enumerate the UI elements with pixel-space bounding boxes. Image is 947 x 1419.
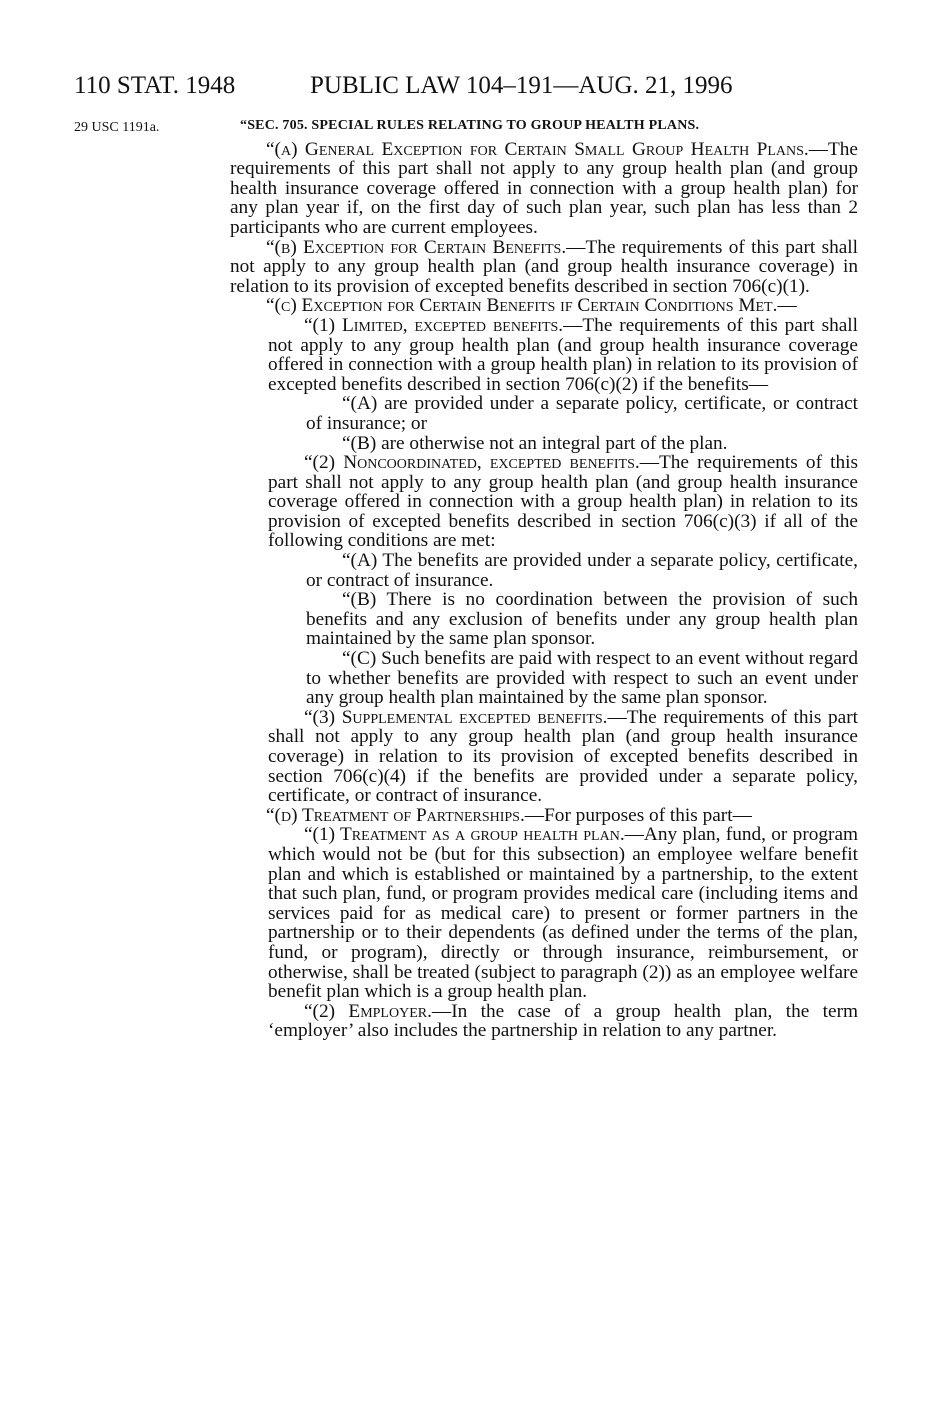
paragraph-c2-text: —The requirements of this part shall not apply to any group health plan (and group health insurance coverage offered in connection with a group health plan) in relation to its provision of excepted benefits described in section 706(c)(3) if all of the following conditions are met: — [268, 452, 858, 552]
subsection-d-text: —For purposes of this part— — [524, 804, 752, 826]
paragraph-c1-text: —The requirements of this part shall not apply to any group health plan (and group health insurance coverage offered in connection with a group health plan) in relation to its provision of excepted benefits described in section 706(c)(2) if the benefits— — [268, 314, 858, 395]
paragraph-c1 — [230, 316, 858, 394]
subsection-c-text: — — [777, 295, 797, 317]
subsection-a-heading: “(a) General Exception for Certain Small Group Health Plans. — [266, 138, 809, 160]
section-title: “SEC. 705. SPECIAL RULES RELATING TO GROUP HEALTH PLANS. — [240, 118, 700, 133]
paragraph-c3-text: —The requirements of this part shall not apply to any group health plan (and group health insurance coverage) in relation to its provision of excepted benefits described in section 706(c)(4) if the benefits are provided under a separate policy, certificate, or contract of insurance. — [268, 706, 858, 807]
subsection-b-heading: “(b) Exception for Certain Benefits. — [266, 236, 567, 258]
subsection-b — [230, 238, 858, 297]
subsection-a — [230, 140, 858, 238]
paragraph-d1-text: —Any plan, fund, or program which would not be (but for this subsection) an employee welfare benefit plan and which is established or maintained by a partnership, to the extent that such plan, fund, or program provides medical care (including items and services paid for as medical care) to present or former partners in the partnership or to their dependents (as defined under the terms of the plan, fund, or program), directly or through insurance, reimbursement, or otherwise, shall be treated (subject to paragraph (2)) as an employee welfare benefit plan which is a group health plan. — [268, 824, 858, 1003]
subsection-b-text: —The requirements of this part shall not apply to any group health plan (and group health insurance coverage) in relation to its provision of excepted benefits described in section 706(c)(1). — [230, 236, 859, 297]
page-stat-citation: 110 STAT. 1948 — [74, 72, 236, 99]
paragraph-d1-heading: “(1) Treatment as a group health plan. — [304, 824, 625, 846]
subsection-d-heading: “(d) Treatment of Partnerships. — [266, 804, 525, 826]
paragraph-d2 — [230, 1002, 858, 1041]
subsection-c — [230, 296, 858, 316]
subsection-a-text: —The requirements of this part shall not apply to any group health plan (and group health insurance coverage offered in connection with a group health plan) for any plan year if, on the first day of such plan year, such plan has less than 2 participants who are current employees. — [230, 138, 858, 238]
paragraph-d1 — [230, 825, 858, 1001]
paragraph-d2-text: —In the case of a group health plan, the term ‘employer’ also includes the partnership in relation to any partner. — [268, 1000, 859, 1042]
subsection-c-heading: “(c) Exception for Certain Benefits if Certain Conditions Met. — [266, 295, 778, 317]
subsection-d — [230, 806, 858, 826]
section-body — [230, 116, 858, 1041]
subparagraph-c1-a: “(A) are provided under a separate policy, certificate, or contract of insurance; or — [306, 393, 858, 434]
paragraph-c2 — [230, 453, 858, 551]
public-law-header: PUBLIC LAW 104–191—AUG. 21, 1996 — [310, 72, 733, 99]
subparagraph-c2-a: “(A) The benefits are provided under a separate policy, certificate, or contract of insurance. — [306, 550, 858, 591]
subparagraph-c2-b: “(B) There is no coordination between the provision of such benefits and any exclusion of benefits under any group health plan maintained by the same plan sponsor. — [306, 589, 858, 650]
paragraph-c3 — [230, 708, 858, 806]
paragraph-c3-heading: “(3) Supplemental excepted benefits. — [304, 706, 608, 728]
paragraph-c1-heading: “(1) Limited, excepted benefits. — [304, 314, 564, 336]
subparagraph-c1-b: “(B) are otherwise not an integral part of the plan. — [342, 432, 728, 454]
usc-margin-note: 29 USC 1191a. — [74, 120, 160, 135]
paragraph-c2-heading: “(2) Noncoordinated, excepted benefits. — [304, 452, 640, 474]
subparagraph-c2-c: “(C) Such benefits are paid with respect to an event without regard to whether benefits are provided with respect to such an event under any group health plan maintained by the same plan sponsor. — [306, 648, 858, 709]
paragraph-d2-heading: “(2) Employer. — [304, 1000, 432, 1022]
